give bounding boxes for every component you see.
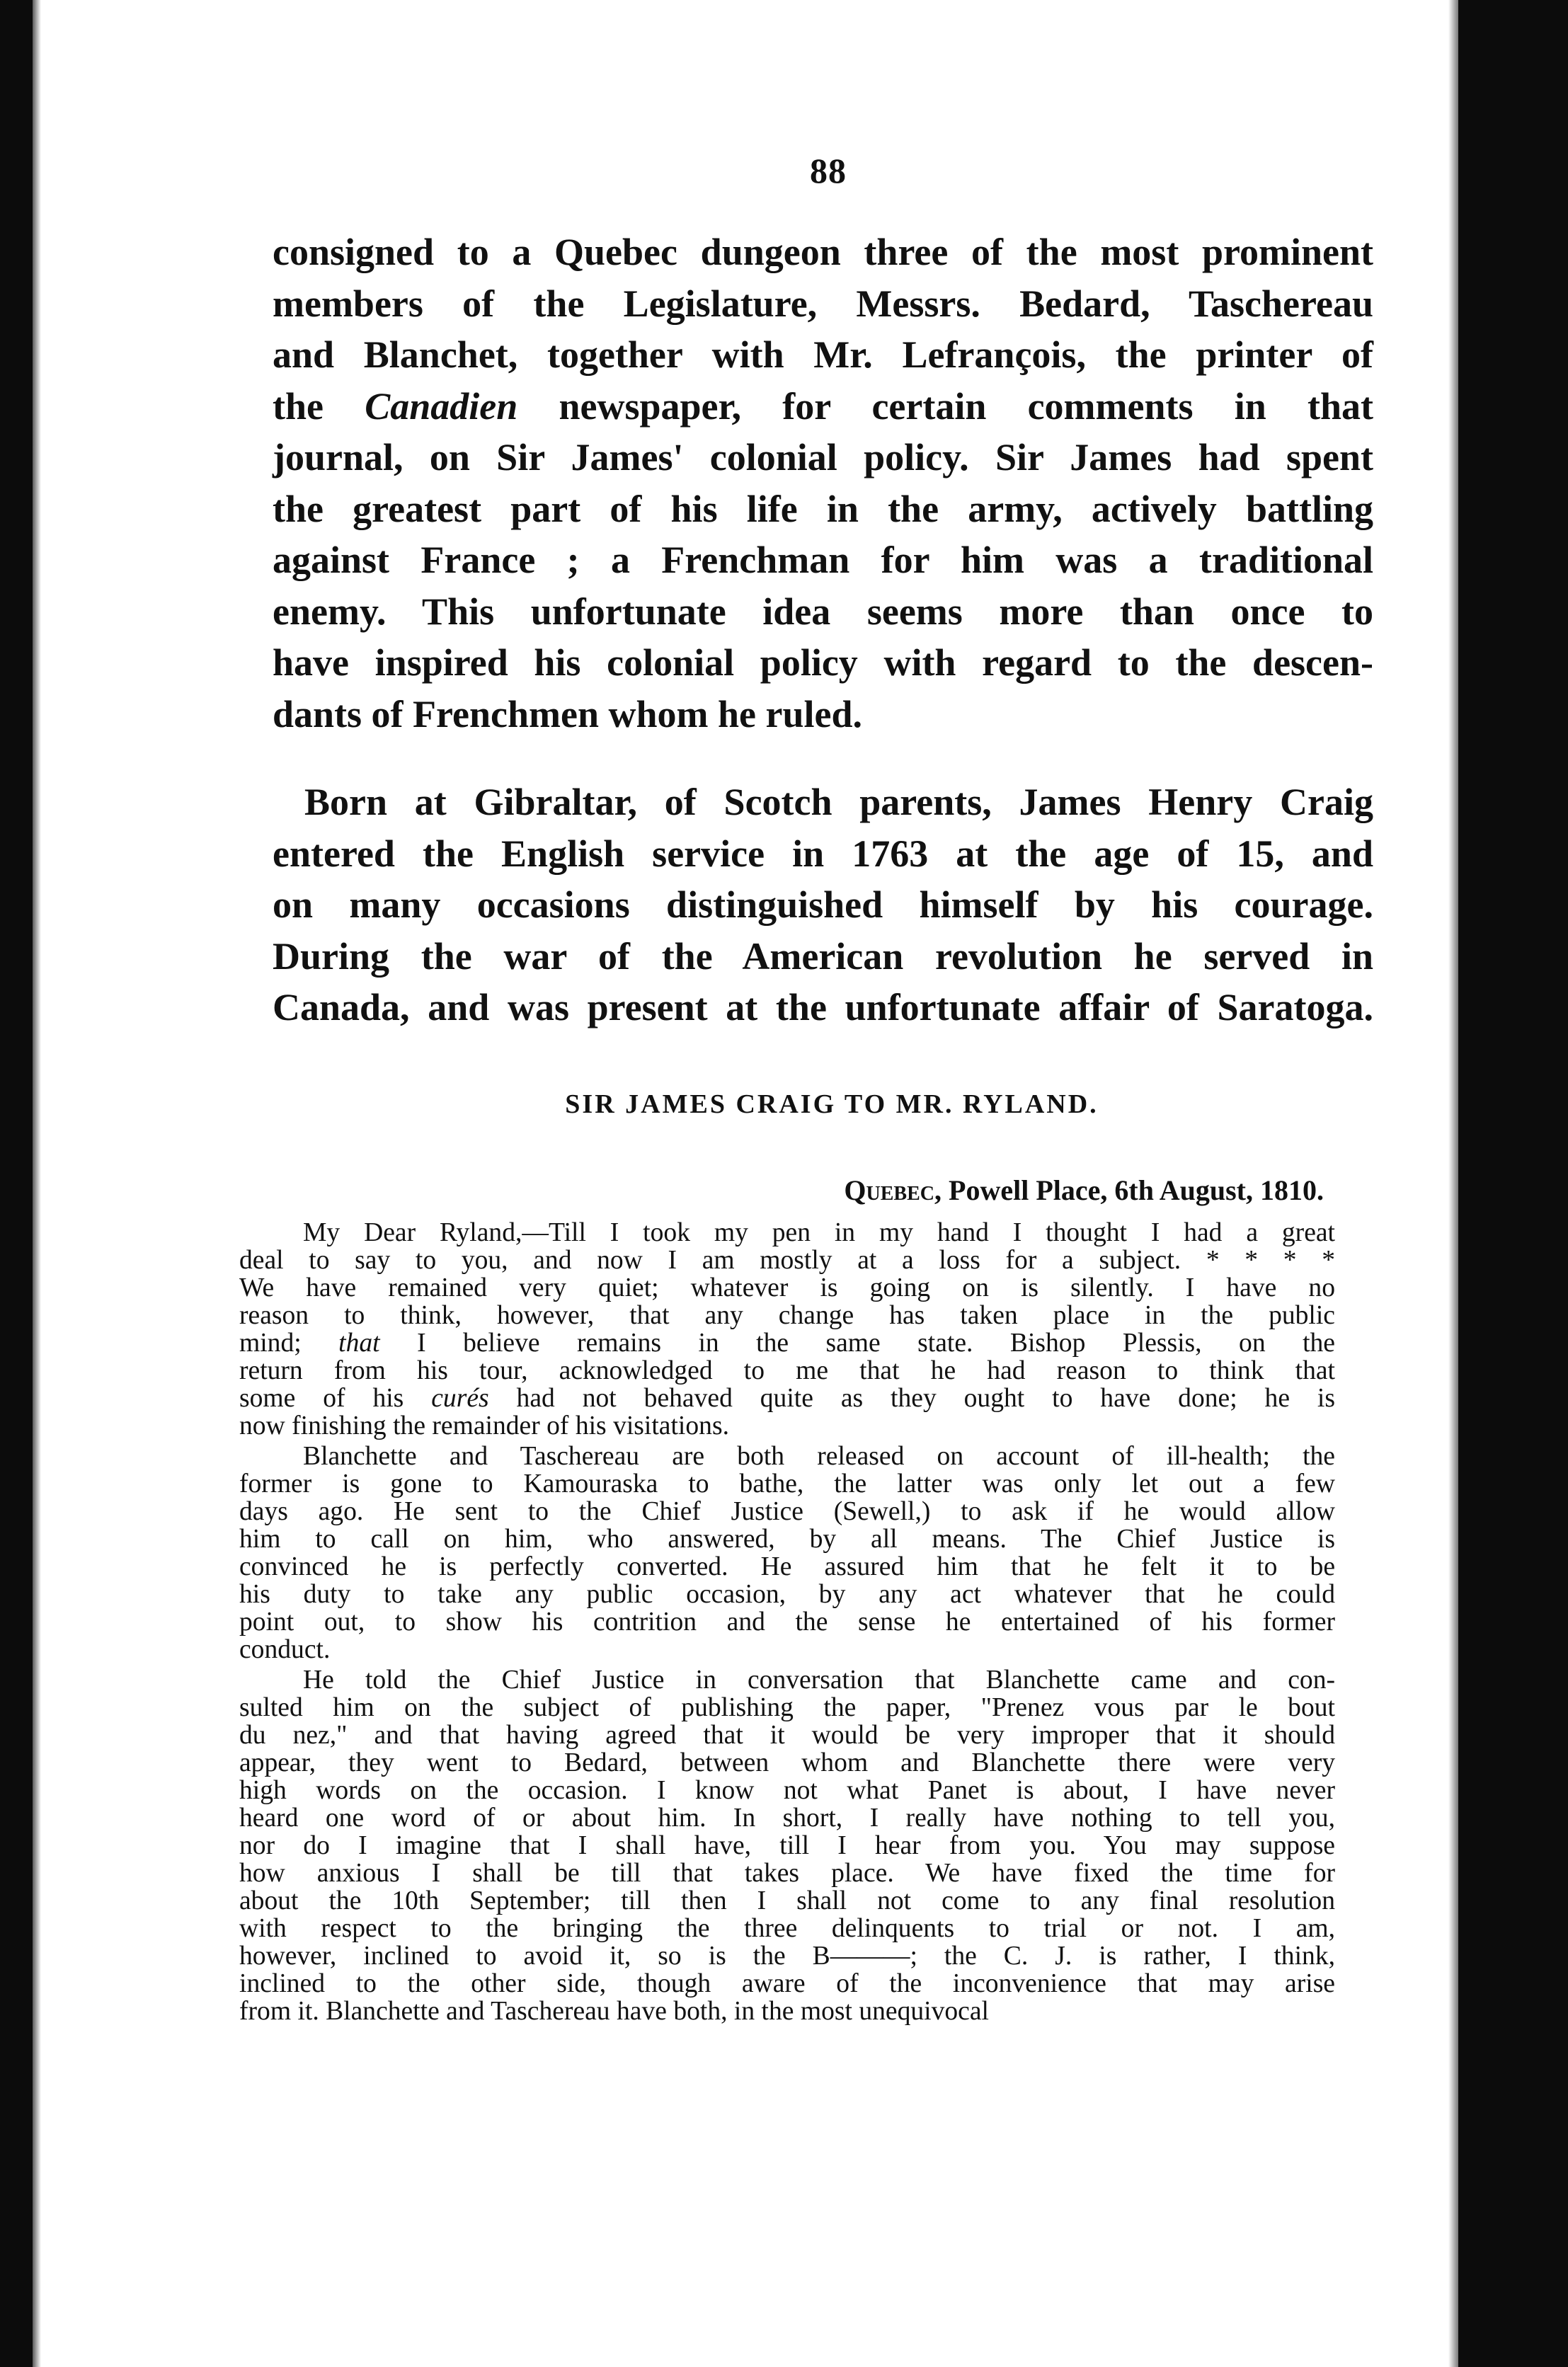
body-line-with-italic: the Canadien newspaper, for certain comments in that xyxy=(273,384,1373,428)
dateline-place: Quebec xyxy=(844,1174,935,1206)
main-body-text xyxy=(273,227,1373,1033)
body-line: members of the Legislature, Messrs. Bedard, Taschereau xyxy=(273,282,1373,325)
letter-line: sulted him on the subject of publishing the paper, "Prenez vous par le bout xyxy=(239,1693,1335,1722)
letter-line: however, inclined to avoid it, so is the B———; the C. J. is rather, I think, xyxy=(239,1942,1335,1971)
dateline-rest: , Powell Place, 6th August, 1810. xyxy=(934,1174,1324,1206)
body-line: dants of Frenchmen whom he ruled. xyxy=(273,692,863,735)
body-line: Born at Gibraltar, of Scotch parents, James Henry Craig xyxy=(304,781,1373,823)
letter-line: mind; that I believe remains in the same state. Bishop Plessis, on the xyxy=(239,1329,1335,1358)
letter-line: high words on the occasion. I know not what Panet is about, I have never xyxy=(239,1776,1335,1805)
scan-shadow-right xyxy=(1448,0,1458,2367)
italic-word: curés xyxy=(431,1384,489,1413)
scan-border-right xyxy=(1458,0,1568,2367)
letter-heading: SIR JAMES CRAIG TO MR. RYLAND. xyxy=(565,1089,1099,1119)
letter-dateline xyxy=(697,1174,1324,1207)
letter-line: about the 10th September; till then I shall not come to any final resolution xyxy=(239,1886,1335,1915)
letter-body xyxy=(239,1219,1335,2028)
letter-line: We have remained very quiet; whatever is going on is silently. I have no xyxy=(239,1273,1335,1302)
body-line: During the war of the American revolution he served in xyxy=(273,934,1373,978)
letter-line: appear, they went to Bedard, between whom and Blanchette there were very xyxy=(239,1748,1335,1777)
italic-word: that xyxy=(338,1329,380,1358)
page-number: 88 xyxy=(810,151,847,190)
letter-line: with respect to the bringing the three delinquents to trial or not. I am, xyxy=(239,1914,1335,1943)
letter-line: reason to think, however, that any change has taken place in the public xyxy=(239,1301,1335,1330)
letter-line: He told the Chief Justice in conversation that Blanchette came and con- xyxy=(303,1666,1335,1695)
letter-line: now finishing the remainder of his visitations. xyxy=(239,1411,729,1440)
body-line: the greatest part of his life in the army, actively battling xyxy=(273,487,1373,530)
body-paragraph-2 xyxy=(273,776,1373,1033)
letter-line: conduct. xyxy=(239,1635,331,1664)
body-line: consigned to a Quebec dungeon three of the most prominent xyxy=(273,231,1373,273)
letter-line: heard one word of or about him. In short, I really have nothing to tell you, xyxy=(239,1804,1335,1833)
letter-paragraph xyxy=(239,1443,1335,1663)
letter-line: days ago. He sent to the Chief Justice (Sewell,) to ask if he would allow xyxy=(239,1497,1335,1526)
scan-shadow-left xyxy=(33,0,41,2367)
letter-line: some of his curés had not behaved quite as they ought to have done; he is xyxy=(239,1384,1336,1413)
letter-line: return from his tour, acknowledged to me that he had reason to think that xyxy=(239,1356,1335,1385)
body-line: against France ; a Frenchman for him was a traditional xyxy=(273,539,1373,581)
body-line: enemy. This unfortunate idea seems more than once to xyxy=(273,590,1373,633)
letter-line: how anxious I shall be till that takes place. We have fixed the time for xyxy=(239,1859,1335,1888)
italic-newspaper-name: Canadien xyxy=(365,384,518,428)
letter-paragraph xyxy=(239,1219,1335,1440)
body-line: and Blanchet, together with Mr. Lefrançois, the printer of xyxy=(273,333,1373,376)
letter-line: inclined to the other side, though aware of the inconvenience that may arise xyxy=(239,1969,1335,1998)
body-line: on many occasions distinguished himself by his courage. xyxy=(273,883,1373,926)
body-line: Canada, and was present at the unfortunate affair of Saratoga. xyxy=(273,986,1373,1028)
letter-line: deal to say to you, and now I am mostly at a loss for a subject. * * * * xyxy=(239,1246,1335,1275)
letter-line: point out, to show his contrition and the sense he entertained of his former xyxy=(239,1607,1335,1637)
body-line: entered the English service in 1763 at the age of 15, and xyxy=(273,832,1373,875)
letter-line: former is gone to Kamouraska to bathe, the latter was only let out a few xyxy=(239,1469,1335,1498)
letter-line: from it. Blanchette and Taschereau have both, in the most unequivocal xyxy=(239,1997,989,2026)
letter-line: him to call on him, who answered, by all means. The Chief Justice is xyxy=(239,1525,1335,1554)
letter-line: Blanchette and Taschereau are both released on account of ill-health; the xyxy=(303,1442,1335,1471)
letter-line: his duty to take any public occasion, by any act whatever that he could xyxy=(239,1580,1335,1609)
letter-line: du nez," and that having agreed that it would be very improper that it should xyxy=(239,1721,1335,1750)
body-paragraph-1 xyxy=(273,227,1373,740)
letter-line: convinced he is perfectly converted. He assured him that he felt it to be xyxy=(239,1552,1335,1581)
body-line: journal, on Sir James' colonial policy. Sir James had spent xyxy=(273,436,1373,478)
letter-line: nor do I imagine that I shall have, till I hear from you. You may suppose xyxy=(239,1831,1335,1860)
letter-line: My Dear Ryland,—Till I took my pen in my hand I thought I had a great xyxy=(303,1218,1335,1247)
letter-paragraph xyxy=(239,1666,1335,2025)
body-line: have inspired his colonial policy with regard to the descen- xyxy=(273,641,1373,684)
scan-border-left xyxy=(0,0,33,2367)
